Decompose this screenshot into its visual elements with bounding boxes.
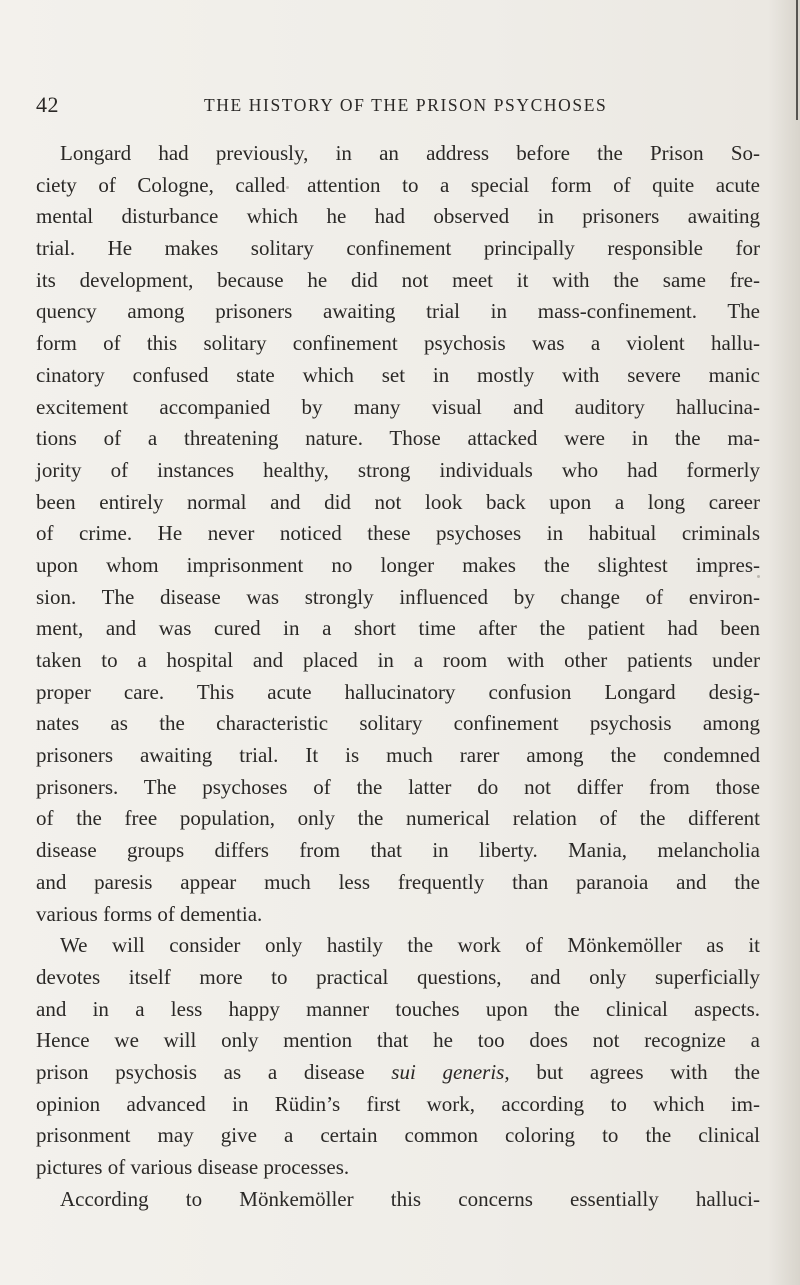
text-line: Hence we will only mention that he too does not recognize a [36,1028,760,1053]
text-line: form of this solitary confinement psychosis was a violent hallu- [36,331,760,356]
running-title: THE HISTORY OF THE PRISON PSYCHOSES [204,95,608,115]
page-header [36,92,756,122]
italic-phrase: sui generis, [391,1059,510,1084]
text-line: been entirely normal and did not look back upon a long career [36,489,760,514]
text-line: prisonment may give a certain common coloring to the clinical [36,1123,760,1148]
text-line: and paresis appear much less frequently than paranoia and the [36,869,760,894]
text-line: of the free population, only the numerical relation of the different [36,806,760,831]
text-line: and in a less happy manner touches upon the clinical aspects. [36,996,760,1021]
text-line: excitement accompanied by many visual and auditory hallucina- [36,394,760,419]
text-line: ment, and was cured in a short time after the patient had been [36,616,760,641]
text-line: jority of instances healthy, strong individuals who had formerly [36,457,760,482]
text-line: opinion advanced in Rüdin’s first work, according to which im- [36,1091,760,1116]
text-line: of crime. He never noticed these psychoses in habitual criminals [36,521,760,546]
text-line: quency among prisoners awaiting trial in mass-confinement. The [36,299,760,324]
text-line: disease groups differs from that in liberty. Mania, melancholia [36,838,760,863]
text-line: sion. The disease was strongly influenced by change of environ- [36,584,760,609]
text-line: Longard had previously, in an address before the Prison So- [60,141,760,165]
text-run: prison psychosis as a disease [36,1059,392,1084]
text-line: We will consider only hastily the work of Mönkemöller as it [60,933,760,958]
text-line: mental disturbance which he had observed in prisoners awaiting [36,204,760,229]
text-line: pictures of various disease processes. [36,1155,350,1179]
text-line: cinatory confused state which set in mostly with severe manic [36,362,760,387]
text-line: ciety of Cologne, called attention to a special form of quite acute [36,172,760,197]
text-line: According to Mönkemöller this concerns essentially halluci- [60,1186,760,1211]
page-edge-line [796,0,798,120]
text-line: its development, because he did not meet it with the same fre- [36,267,760,292]
text-line: prisoners awaiting trial. It is much rarer among the condemned [36,743,760,768]
text-run: but agrees with the [509,1059,760,1084]
text-line: upon whom imprisonment no longer makes the slightest impres- [36,552,760,577]
text-line: prisoners. The psychoses of the latter do not differ from those [36,774,760,799]
text-line: trial. He makes solitary confinement principally responsible for [36,236,760,261]
text-line: nates as the characteristic solitary confinement psychosis among [36,711,760,736]
text-line: devotes itself more to practical questions, and only superficially [36,964,760,989]
body-text [36,138,760,1215]
text-line: tions of a threatening nature. Those attacked were in the ma- [36,426,760,451]
text-line [36,1057,760,1089]
page-number: 42 [36,92,59,117]
text-line: taken to a hospital and placed in a room with other patients under [36,648,760,672]
text-line: proper care. This acute hallucinatory confusion Longard desig- [36,679,760,704]
text-line: various forms of dementia. [36,901,263,926]
